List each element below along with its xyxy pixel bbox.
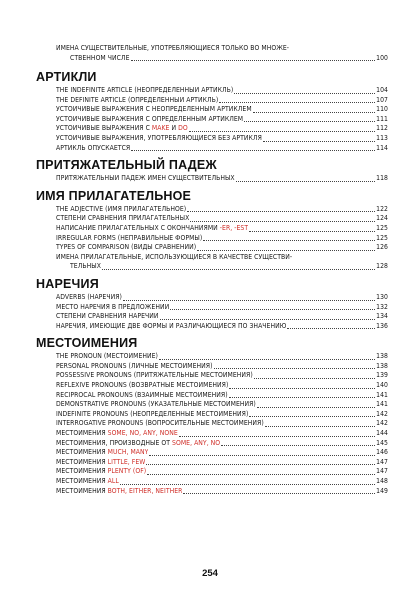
toc-section [36,70,388,153]
entry-text-part: REFLEXIVE PRONOUNS (ВОЗВРАТНЫЕ МЕСТОИМЕНИЯ) [56,381,229,390]
entry-text [56,134,262,144]
entry-text [56,243,196,253]
page-number: 147 [376,457,388,466]
toc-entry [36,96,388,106]
entry-text-part: RECIPROCAL PRONOUNS (ВЗАИМНЫЕ МЕСТОИМЕНИЯ) [56,390,228,399]
dot-leader [102,269,375,270]
entry-text [56,234,202,244]
highlighted-term: DO [178,124,188,133]
page-number: 144 [376,429,388,438]
toc-entry [36,362,388,372]
dot-leader [287,328,375,329]
entry-text-part: THE INDEFINITE ARTICLE (НЕОПРЕДЕЛЕННЫЙ АРТИКЛЬ) [56,86,234,94]
page-number: 114 [376,143,388,152]
section-heading: АРТИКЛИ [36,70,97,84]
toc-entry [36,105,388,115]
entry-text-part: И [169,124,179,133]
dot-leader [123,300,375,301]
entry-text [56,96,218,106]
dot-leader [170,309,375,310]
page-number: 148 [376,477,388,485]
page-number: 134 [376,312,388,321]
entry-text [56,322,286,332]
page-number: 113 [376,133,388,142]
dot-leader [265,426,375,427]
entry-text [56,410,248,420]
page-number: 107 [376,95,388,104]
entry-text [56,86,233,96]
toc-entry [36,439,388,449]
entry-text [56,400,256,410]
entry-text-part: POSSESSIVE PRONOUNS (ПРИТЯЖАТЕЛЬНЫЕ МЕСТОИМЕНИЯ) [56,371,253,380]
toc-entry [36,144,388,154]
toc-section [36,336,388,496]
page-number: 112 [376,124,388,133]
toc-entry [36,312,388,322]
dot-leader [131,60,376,61]
page-number: 138 [376,352,388,361]
toc-entry-continuation [36,262,388,272]
entry-text [56,487,182,497]
entry-text: СТВЕННОМ ЧИСЛЕ [70,53,130,62]
entry-text-part: СТЕПЕНИ СРАВНЕНИЯ НАРЕЧИЙ [56,312,159,321]
entry-text-part: НАПИСАНИЕ ПРИЛАГАТЕЛЬНЫХ С ОКОНЧАНИЯМИ [56,223,220,232]
entry-text [56,419,264,429]
toc-section [36,277,388,331]
section-heading: ИМЯ ПРИЛАГАТЕЛЬНОЕ [36,188,192,203]
entry-text-part: УСТОЙЧИВЫЕ ВЫРАЖЕНИЯ С [56,124,152,133]
page-number: 100 [376,53,388,62]
dot-leader [131,150,375,151]
page-number: 142 [376,419,388,428]
entry-text [56,303,169,313]
page-number: 141 [376,390,388,399]
toc-section [36,189,388,272]
page-number: 138 [376,361,388,370]
entry-text [56,458,145,468]
page-number: 149 [376,486,388,495]
section-heading: МЕСТОИМЕНИЯ [36,336,138,351]
dot-leader [146,464,375,465]
entry-text-part: МЕСТОИМЕНИЯ [56,486,108,495]
toc-entry [36,243,388,253]
dot-leader [183,493,375,494]
entry-text-part: МЕСТОИМЕНИЯ [56,467,108,476]
entry-text-part: УСТОЙЧИВЫЕ ВЫРАЖЕНИЯ, УПОТРЕБЛЯЮЩИЕСЯ БЕЗ АРТИКЛЯ [56,133,262,142]
toc-entry [36,234,388,244]
dot-leader [187,211,375,212]
entry-text-part: МЕСТОИМЕНИЯ [56,477,108,485]
entry-text [56,124,188,134]
entry-text-part: МЕСТОИМЕНИЯ [56,457,108,466]
highlighted-term: -ER, -EST [219,223,249,232]
entry-text-part: THE PRONOUN (МЕСТОИМЕНИЕ) [56,352,158,361]
dot-leader [120,484,375,485]
entry-text [56,477,119,487]
dot-leader [160,319,376,320]
entry-text [56,174,235,184]
entry-text [56,352,158,362]
entry-text [70,262,101,272]
toc-entry [36,429,388,439]
dot-leader [263,141,375,142]
page-number: 145 [376,438,388,447]
page-number: 141 [376,400,388,409]
highlighted-term: SOME, ANY, NO [172,438,221,447]
toc-entry [36,293,388,303]
page-number: 125 [376,233,388,242]
highlighted-term: PLENTY (OF) [107,467,147,476]
toc-entry [36,253,388,263]
toc-entry-continuation [36,54,388,64]
dot-leader [203,240,375,241]
toc-entry [36,419,388,429]
entry-text-part: МЕСТО НАРЕЧИЯ В ПРЕДЛОЖЕНИИ [56,302,170,311]
page-folio: 254 [202,568,218,579]
entry-text-part: СТЕПЕНИ СРАВНЕНИЯ ПРИЛАГАТЕЛЬНЫХ [56,214,190,223]
entry-text-part: НАРЕЧИЯ, ИМЕЮЩИЕ ДВЕ ФОРМЫ И РАЗЛИЧАЮЩИЕСЯ ПО ЗНАЧЕНИЮ [56,321,287,330]
highlighted-term: ALL [107,477,119,485]
page-number: 122 [376,204,388,213]
toc-entry [36,410,388,420]
toc-entry [36,400,388,410]
entry-text-part: THE DEFINITE ARTICLE (ОПРЕДЕЛЕННЫЙ АРТИКЛЬ) [56,95,219,104]
entry-text-part: ПРИТЯЖАТЕЛЬНЫЙ ПАДЕЖ ИМЕН СУЩЕСТВИТЕЛЬНЫХ [56,174,235,183]
dot-leader [249,231,375,232]
section-heading: ПРИТЯЖАТЕЛЬНЫЙ ПАДЕЖ [36,158,217,173]
highlighted-term: SOME, NO, ANY, NONE [107,429,178,438]
entry-text-part: PERSONAL PRONOUNS (ЛИЧНЫЕ МЕСТОИМЕНИЯ) [56,361,213,370]
toc-entry [36,352,388,362]
entry-text [56,362,213,372]
page-number: 111 [376,114,388,123]
dot-leader [219,102,375,103]
dot-leader [234,93,375,94]
dot-leader [149,455,375,456]
toc-sections [36,70,388,496]
toc-entry [36,467,388,477]
dot-leader [253,112,376,113]
page-number: 146 [376,448,388,457]
toc-entry [36,205,388,215]
toc-section [36,158,388,184]
page-number: 128 [376,262,388,271]
entry-text-part: TYPES OF COMPARISON (ВИДЫ СРАВНЕНИЙ) [56,243,197,252]
page-number: 140 [376,381,388,390]
page-number: 142 [376,409,388,418]
entry-text [56,214,189,224]
dot-leader [197,250,375,251]
entry-text-part: ТЕЛЬНЫХ [70,262,101,271]
toc-entry [36,214,388,224]
toc-entry [36,115,388,125]
page-number: 139 [376,371,388,380]
entry-text-part: IRREGULAR FORMS (НЕПРАВИЛЬНЫЕ ФОРМЫ) [56,233,203,242]
section-heading: НАРЕЧИЯ [36,276,99,291]
dot-leader [229,397,376,398]
entry-text-part: МЕСТОИМЕНИЯ [56,429,108,438]
page-number: 110 [376,105,388,114]
page-number: 125 [376,223,388,232]
toc-entry [36,381,388,391]
entry-text [56,105,252,115]
toc-entry [36,124,388,134]
toc-entry [36,303,388,313]
entry-text-part: АРТИКЛЬ ОПУСКАЕТСЯ [56,143,131,152]
dot-leader [221,445,375,446]
dot-leader [190,221,375,222]
dot-leader [257,407,375,408]
entry-text [56,448,148,458]
entry-text-part: INTERROGATIVE PRONOUNS (ВОПРОСИТЕЛЬНЫЕ МЕСТОИМЕНИЯ) [56,419,264,428]
dot-leader [189,131,375,132]
toc-entry [36,86,388,96]
entry-text [56,253,292,263]
entry-text [56,391,228,401]
entry-text [56,371,253,381]
entry-text [56,467,146,477]
toc-entry [36,174,388,184]
page-number: 147 [376,467,388,476]
entry-text-part: ИМЕНА ПРИЛАГАТЕЛЬНЫЕ, ИСПОЛЬЗУЮЩИЕСЯ В КАЧЕСТВЕ СУЩЕСТВИ- [56,252,293,261]
toc-entry [36,322,388,332]
dot-leader [249,416,375,417]
highlighted-term: LITTLE, FEW [107,457,146,466]
dot-leader [229,388,375,389]
toc-entry [36,134,388,144]
entry-text-part: INDEFINITE PRONOUNS (НЕОПРЕДЕЛЕННЫЕ МЕСТОИМЕНИЯ) [56,409,249,418]
highlighted-term: MUCH, MANY [107,448,149,457]
toc-entry [36,224,388,234]
page-number: 132 [376,302,388,311]
entry-text-part: ADVERBS (НАРЕЧИЯ) [56,292,122,301]
toc-entry [36,458,388,468]
dot-leader [244,121,375,122]
toc-entry [36,44,388,54]
highlighted-term: BOTH, EITHER, NEITHER [107,486,183,495]
entry-text [56,439,220,449]
entry-text-part: УСТОЙЧИВЫЕ ВЫРАЖЕНИЯ С НЕОПРЕДЕЛЕННЫМ АРТИКЛЕМ [56,105,252,114]
dot-leader [214,368,376,369]
dot-leader [236,181,375,182]
entry-text-part: THE ADJECTIVE (ИМЯ ПРИЛАГАТЕЛЬНОЕ) [56,204,187,213]
entry-text-part: УСТОЙЧИВЫЕ ВЫРАЖЕНИЯ С ОПРЕДЕЛЕННЫМ АРТИКЛЕМ [56,114,244,123]
page-number: 136 [376,321,388,330]
dot-leader [159,359,375,360]
page-number: 104 [376,86,388,94]
page-number: 124 [376,214,388,223]
entry-text [56,312,159,322]
toc-entry [36,487,388,497]
toc-entry [36,477,388,487]
entry-text-part: DEMONSTRATIVE PRONOUNS (УКАЗАТЕЛЬНЫЕ МЕСТОИМЕНИЯ) [56,400,256,409]
entry-text [56,115,243,125]
entry-text: ИМЕНА СУЩЕСТВИТЕЛЬНЫЕ, УПОТРЕБЛЯЮЩИЕСЯ ТОЛЬКО ВО МНОЖЕ- [56,44,290,52]
page-number: 130 [376,292,388,301]
toc-entry [36,448,388,458]
entry-text [56,293,122,303]
toc-entry [36,371,388,381]
entry-text [56,205,186,215]
entry-text-part: МЕСТОИМЕНИЯ [56,448,108,457]
highlighted-term: MAKE [151,124,170,133]
toc-entry [36,391,388,401]
dot-leader [254,378,375,379]
entry-text [56,429,178,439]
entry-text [56,381,228,391]
page-number: 118 [376,174,388,183]
entry-text [56,224,248,234]
dot-leader [147,474,375,475]
page-number: 126 [376,243,388,252]
entry-text-part: МЕСТОИМЕНИЯ, ПРОИЗВОДНЫЕ ОТ [56,438,173,447]
entry-text [56,144,130,154]
intro-entry [36,44,388,63]
dot-leader [179,436,375,437]
